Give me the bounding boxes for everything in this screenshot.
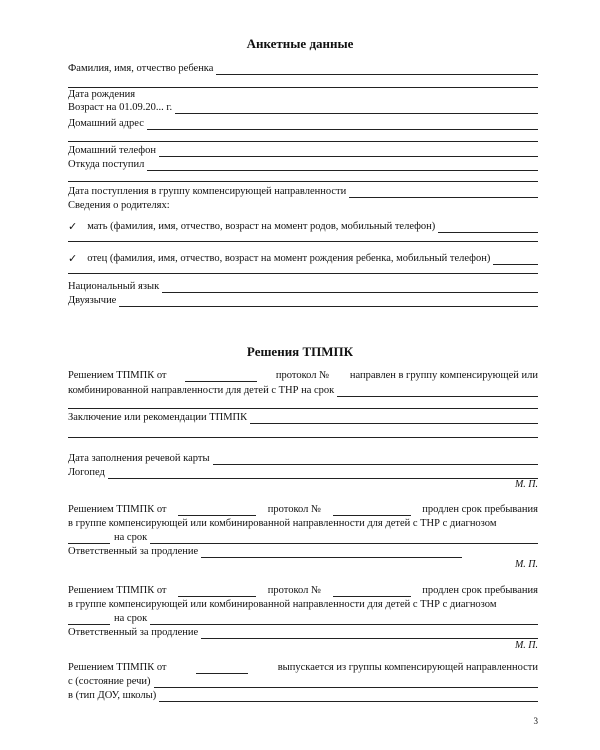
diagnosis-label: в группе компенсирующей или комбинированной направленности для детей с ТНР с диагнозом [68, 518, 497, 529]
diagnosis-label: в группе компенсирующей или комбинированной направленности для детей с ТНР с диагнозом [68, 599, 497, 610]
protocol-label: протокол № [275, 370, 330, 381]
home-phone-label: Домашний телефон [68, 145, 156, 156]
section-title-questionnaire: Анкетные данные [246, 36, 354, 51]
mother-field[interactable] [68, 220, 538, 233]
decision2-line2 [68, 517, 538, 530]
decision-label: Решением ТПМПК от [68, 662, 167, 673]
stamp-place: М. П. [514, 559, 538, 570]
birth-date-field[interactable] [68, 88, 538, 101]
page-number: 3 [533, 716, 538, 726]
responsible-field[interactable] [68, 626, 538, 639]
admission-date-label: Дата поступления в группу компенсирующей направленности [68, 186, 347, 197]
came-from-field[interactable] [68, 158, 538, 171]
directed-label: направлен в группу компенсирующей или [349, 370, 538, 381]
checkmark-icon: ✓ [68, 221, 78, 233]
decision3-line3[interactable] [68, 612, 538, 625]
decision3-line2 [68, 598, 538, 611]
protocol-label: протокол № [267, 504, 322, 515]
decision1-line1[interactable] [68, 369, 538, 382]
mother-line-2[interactable] [68, 241, 538, 242]
logoped-field[interactable] [68, 466, 538, 479]
conclusion-label: Заключение или рекомендации ТПМПК [68, 412, 248, 423]
decision-label: Решением ТПМПК от [68, 370, 167, 381]
national-language-label: Национальный язык [68, 281, 160, 292]
stamp-place: М. П. [514, 640, 538, 651]
logoped-label: Логопед [68, 467, 105, 478]
decision-label: Решением ТПМПК от [68, 585, 167, 596]
bilingual-field[interactable] [68, 294, 538, 307]
came-from-label: Откуда поступил [68, 159, 145, 170]
extended-label: продлен срок пребывания [422, 504, 538, 515]
speech-card-date-field[interactable] [68, 452, 538, 465]
admission-date-field[interactable] [68, 185, 538, 198]
father-field[interactable] [68, 252, 538, 265]
father-label: отец (фамилия, имя, отчество, возраст на момент рождения ребенка, мобильный телефон) [87, 253, 491, 264]
parents-info-heading [68, 199, 538, 212]
decision2-line1[interactable] [68, 503, 538, 516]
decision1-line3[interactable] [68, 408, 538, 409]
extended-label: продлен срок пребывания [422, 585, 538, 596]
speech-state-field[interactable] [68, 675, 538, 688]
checkmark-icon: ✓ [68, 253, 78, 265]
child-name-label: Фамилия, имя, отчество ребенка [68, 63, 214, 74]
conclusion-field[interactable] [68, 411, 538, 424]
decision3-line1[interactable] [68, 584, 538, 597]
mother-label: мать (фамилия, имя, отчество, возраст на момент родов, мобильный телефон) [87, 221, 436, 232]
speech-state-label: с (состояние речи) [68, 676, 151, 687]
institution-field[interactable] [68, 689, 538, 702]
decision-label: Решением ТПМПК от [68, 504, 167, 515]
stamp-place: М. П. [514, 479, 538, 490]
home-address-line-2[interactable] [68, 141, 538, 142]
institution-label: в (тип ДОУ, школы) [68, 690, 157, 701]
protocol-label: протокол № [267, 585, 322, 596]
responsible-field[interactable] [68, 545, 462, 558]
parents-info-label: Сведения о родителях: [68, 200, 170, 211]
term-label: на срок [114, 613, 148, 624]
decision2-line3[interactable] [68, 531, 538, 544]
father-line-2[interactable] [68, 273, 538, 274]
national-language-field[interactable] [68, 280, 538, 293]
home-phone-field[interactable] [68, 144, 538, 157]
age-label: Возраст на 01.09.20... г. [68, 102, 173, 113]
conclusion-line-2[interactable] [68, 437, 538, 438]
decision1-line2[interactable] [68, 384, 538, 397]
responsible-label: Ответственный за продление [68, 627, 199, 638]
birth-date-label: Дата рождения [68, 89, 136, 100]
section-title-decisions: Решения ТПМПК [246, 344, 354, 359]
came-from-line-2[interactable] [68, 181, 538, 182]
responsible-label: Ответственный за продление [68, 546, 199, 557]
age-field[interactable] [68, 101, 538, 114]
child-name-field[interactable] [68, 62, 538, 75]
graduate-label: выпускается из группы компенсирующей направленности [277, 662, 538, 673]
term-label: на срок [114, 532, 148, 543]
home-address-field[interactable] [68, 117, 538, 130]
bilingual-label: Двуязычие [68, 295, 117, 306]
decision4-line1[interactable] [68, 661, 538, 674]
home-address-label: Домашний адрес [68, 118, 144, 129]
term-label: комбинированной направленности для детей с ТНР на срок [68, 385, 335, 396]
speech-card-date-label: Дата заполнения речевой карты [68, 453, 210, 464]
